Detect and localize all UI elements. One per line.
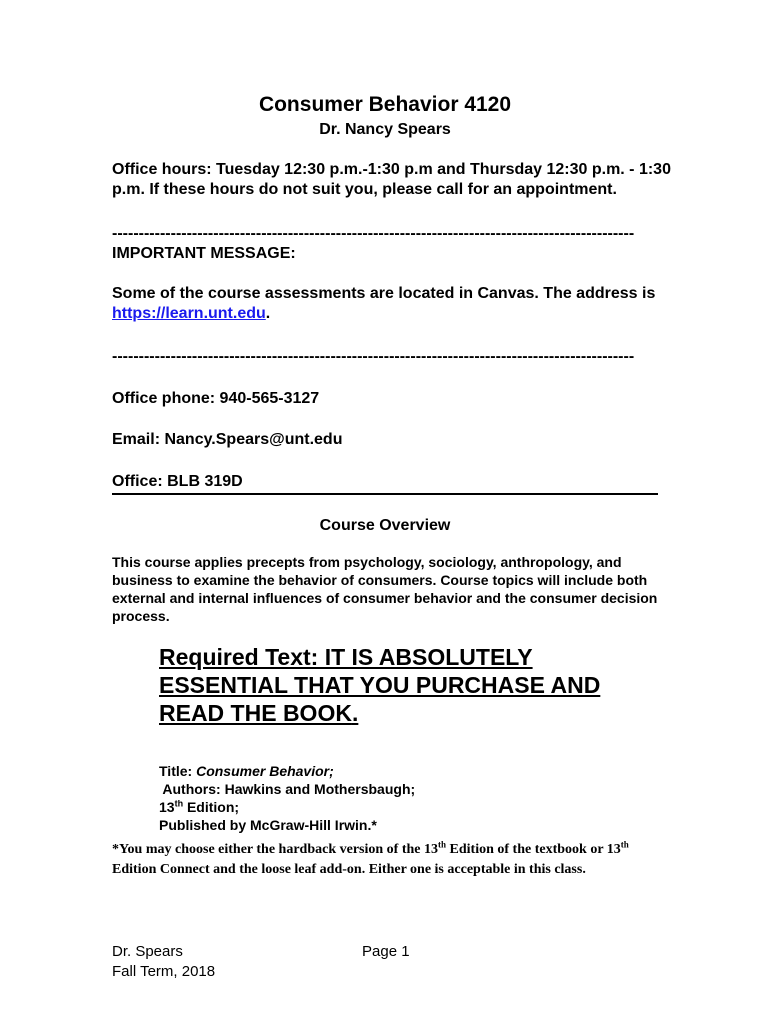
note-sup: th	[438, 839, 447, 850]
note-sup: th	[620, 839, 629, 850]
edition-sup: th	[174, 798, 184, 809]
separator-line: --------------------------------------------------------------------------------------------------	[112, 349, 635, 365]
page-number: Page 1	[362, 943, 410, 960]
note-part: Edition of the textbook or 13	[446, 842, 621, 857]
separator-line: --------------------------------------------------------------------------------------------------	[112, 226, 635, 242]
book-edition	[159, 798, 415, 816]
important-message-heading: IMPORTANT MESSAGE:	[112, 245, 296, 262]
horizontal-rule	[112, 493, 658, 495]
office-hours: Office hours: Tuesday 12:30 p.m.-1:30 p.m and Thursday 12:30 p.m. - 1:30 p.m. If these hours do not suit you, please call for an appointment.	[112, 161, 671, 198]
course-overview-heading: Course Overview	[319, 517, 451, 534]
important-message-text: Some of the course assessments are located in Canvas. The address is	[112, 285, 656, 302]
book-title: Consumer Behavior;	[196, 763, 334, 779]
edition-number: 13	[159, 799, 175, 815]
edition-note	[112, 840, 672, 880]
email-address: Email: Nancy.Spears@unt.edu	[112, 431, 343, 448]
note-part: *You may choose either the hardback version of the 13	[112, 842, 439, 857]
footer-term: Fall Term, 2018	[112, 963, 216, 980]
book-title-label: Title:	[159, 763, 197, 779]
important-message-end: .	[265, 305, 271, 322]
required-text-period: .	[351, 700, 359, 726]
footer-left	[112, 942, 215, 982]
important-message	[112, 284, 672, 324]
office-location: Office: BLB 319D	[112, 473, 243, 490]
canvas-link[interactable]: https://learn.unt.edu	[112, 305, 266, 322]
footer-author: Dr. Spears	[112, 943, 183, 960]
note-part: Edition Connect and the loose leaf add-on. Either one is acceptable in this class.	[112, 862, 586, 877]
book-title-line	[159, 762, 415, 780]
course-overview-text: This course applies precepts from psychology, sociology, anthropology, and business to examine the behavior of consumers. Course topics will include both external and internal influences of consumer behavior and the consumer decision process.	[112, 554, 658, 624]
course-title: Consumer Behavior 4120	[258, 93, 512, 116]
book-details	[159, 762, 415, 834]
book-publisher: Published by McGraw-Hill Irwin.*	[159, 817, 377, 833]
required-text-heading	[159, 643, 639, 727]
edition-label: Edition;	[183, 799, 240, 815]
office-phone: Office phone: 940-565-3127	[112, 390, 320, 407]
book-authors: Authors: Hawkins and Mothersbaugh;	[159, 781, 416, 797]
instructor-name: Dr. Nancy Spears	[319, 121, 451, 138]
required-text-label: Required Text: IT IS ABSOLUTELY ESSENTIAL THAT YOU PURCHASE AND READ THE BOOK	[159, 644, 601, 726]
